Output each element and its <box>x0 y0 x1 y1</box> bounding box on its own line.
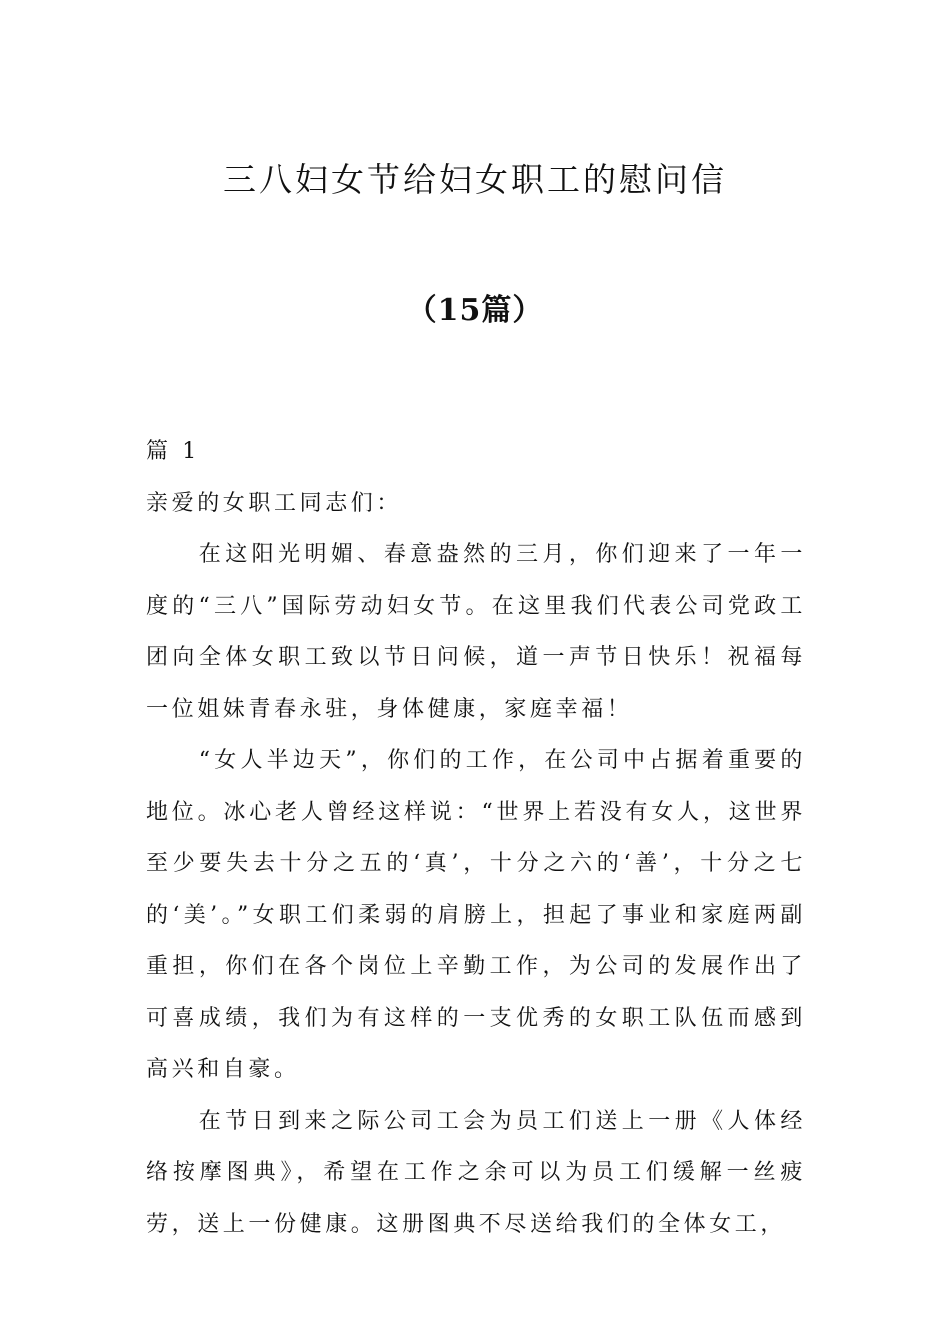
body-paragraph-1: 在这阳光明媚、春意盎然的三月，你们迎来了一年一度的“三八”国际劳动妇女节。在这里我们代表公司党政工团向全体女职工致以节日问候，道一声节日快乐！祝福每一位姐妹青春永驻，身体健康，家庭幸福！ <box>146 542 806 722</box>
body-paragraph-3: 在节日到来之际公司工会为员工们送上一册《人体经络按摩图典》，希望在工作之余可以为员工们缓解一丝疲劳，送上一份健康。这册图典不尽送给我们的全体女工， <box>146 1108 806 1237</box>
salutation: 亲爱的女职工同志们： <box>146 490 403 516</box>
section-heading: 篇 1 <box>146 439 200 464</box>
document-body <box>146 426 806 1250</box>
body-paragraph-2: “女人半边天”，你们的工作，在公司中占据着重要的地位。冰心老人曾经这样说：“世界上若没有女人，这世界至少要失去十分之五的‘真’，十分之六的‘善’，十分之七的‘美’。”女职工们柔弱的肩膀上，担起了事业和家庭两副重担，你们在各个岗位上辛勤工作，为公司的发展作出了可喜成绩，我们为有这样的一支优秀的女职工队伍而感到高兴和自豪。 <box>146 748 806 1082</box>
document-title: 三八妇女节给妇女职工的慰问信 <box>223 160 727 199</box>
document-subtitle: （15篇） <box>406 293 544 328</box>
